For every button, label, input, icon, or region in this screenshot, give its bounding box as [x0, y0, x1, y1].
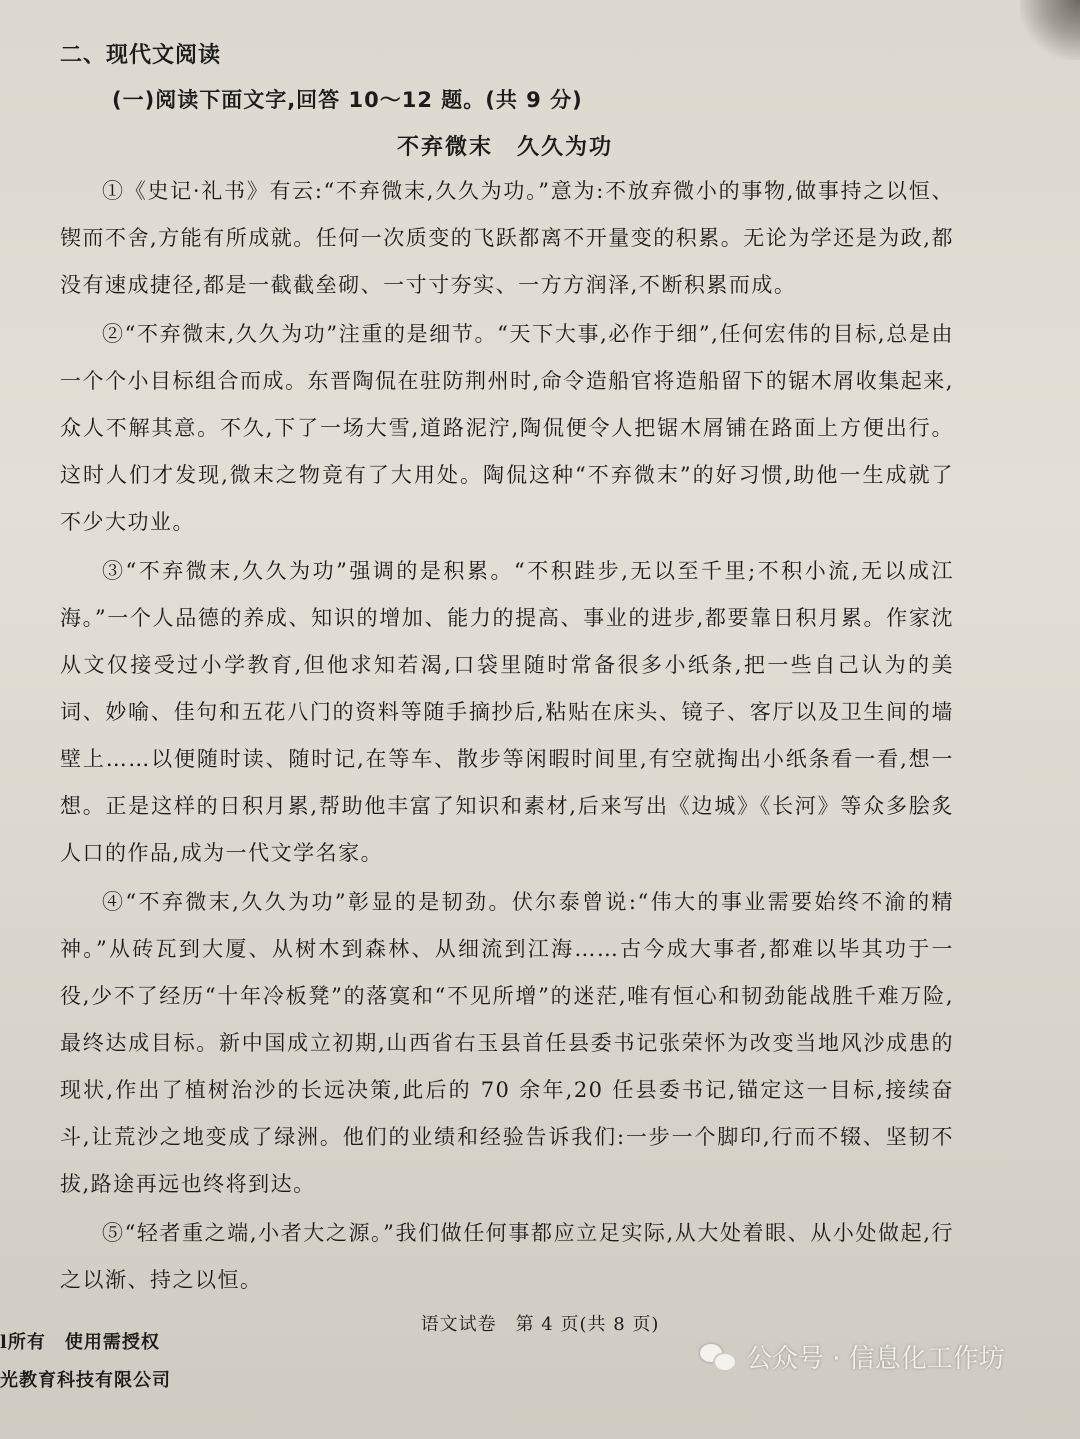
article-body [60, 168, 954, 1306]
paragraph-5: ⑤“轻者重之端,小者大之源。”我们做任何事都应立足实际,从大处着眼、从小处做起,行之以渐、持之以恒。 [60, 1221, 954, 1292]
watermark-text: 公众号 · 信息化工作坊 [746, 1344, 1005, 1374]
subsection-instructions: (一)阅读下面文字,回答 10～12 题。(共 9 分) [112, 88, 583, 112]
article-title: 不弃微末 久久为功 [396, 135, 613, 160]
page-corner-shadow [1020, 0, 1080, 60]
paragraph-3: ③“不弃微末,久久为功”强调的是积累。“不积跬步,无以至千里;不积小流,无以成江海。”一个人品德的养成、知识的增加、能力的提高、事业的进步,都要靠日积月累。作家沈从文仅接受过小学教育,但他求知若渴,口袋里随时常备很多小纸条,把一些自己认为的美词、妙喻、佳句和五花八门的资料等随手摘抄后,粘贴在床头、镜子、客厅以及卫生间的墙壁上……以便随时读、随时记,在等车、散步等闲暇时间里,有空就掏出小纸条看一看,想一想。正是这样的日积月累,帮助他丰富了知识和素材,后来写出《边城》《长河》等众多脍炙人口的作品,成为一代文学名家。 [60, 559, 954, 865]
copyright-line-2: 光教育科技有限公司 [0, 1370, 171, 1391]
section-title: 二、现代文阅读 [60, 43, 222, 68]
copyright-line-1: l所有 使用需授权 [0, 1332, 160, 1353]
page-number-footer: 语文试卷 第 4 页(共 8 页) [420, 1314, 660, 1335]
paragraph-4: ④“不弃微末,久久为功”彰显的是韧劲。伏尔泰曾说:“伟大的事业需要始终不渝的精神。”从砖瓦到大厦、从树木到森林、从细流到江海……古今成大事者,都难以毕其功于一役,少不了经历“十年冷板凳”的落寞和“不见所增”的迷茫,唯有恒心和韧劲能战胜千难万险,最终达成目标。新中国成立初期,山西省右玉县首任县委书记张荣怀为改变当地风沙成患的现状,作出了植树治沙的长远决策,此后的 70 余年,20 任县委书记,锚定这一目标,接续奋斗,让荒沙之地变成了绿洲。他们的业绩和经验告诉我们:一步一个脚印,行而不辍、坚韧不拔,路途再远也终将到达。 [60, 890, 954, 1196]
paragraph-2: ②“不弃微末,久久为功”注重的是细节。“天下大事,必作于细”,任何宏伟的目标,总是由一个个小目标组合而成。东晋陶侃在驻防荆州时,命令造船官将造船留下的锯木屑收集起来,众人不解其意。不久,下了一场大雪,道路泥泞,陶侃便令人把锯木屑铺在路面上方便出行。这时人们才发现,微末之物竟有了大用处。陶侃这种“不弃微末”的好习惯,助他一生成就了不少大功业。 [60, 322, 954, 534]
paragraph-1: ①《史记·礼书》有云:“不弃微末,久久为功。”意为:不放弃微小的事物,做事持之以恒、锲而不舍,方能有所成就。任何一次质变的飞跃都离不开量变的积累。无论为学还是为政,都没有速成捷径,都是一截截垒砌、一寸寸夯实、一方方润泽,不断积累而成。 [60, 179, 954, 297]
wechat-icon [700, 1342, 736, 1372]
wechat-watermark [700, 1338, 1005, 1375]
